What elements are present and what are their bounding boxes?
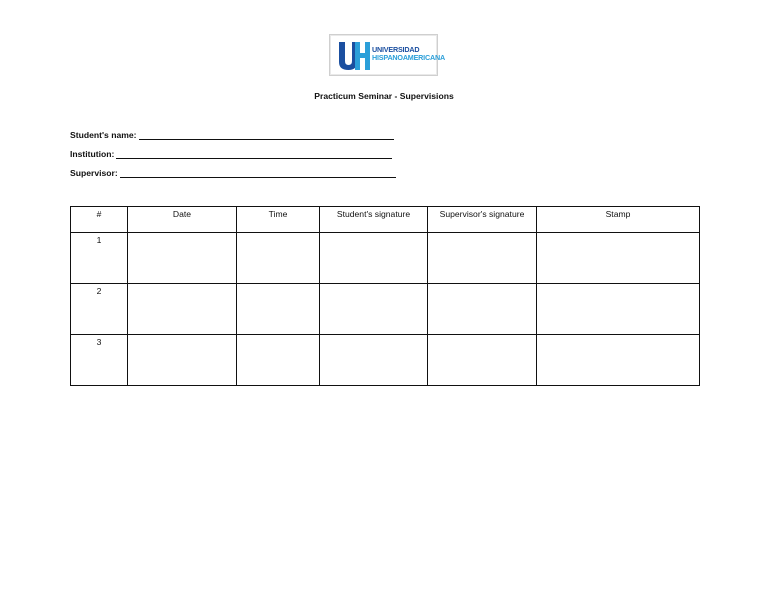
supervisor-field[interactable] [70, 168, 396, 178]
table-header-row [71, 207, 700, 233]
table-row [71, 284, 700, 335]
table-row [71, 233, 700, 284]
logo-wordmark [372, 46, 445, 62]
supervisions-table [70, 206, 700, 386]
time-cell[interactable] [237, 335, 320, 386]
student-name-blank-line[interactable] [139, 130, 394, 140]
supervisor-signature-cell[interactable] [428, 284, 537, 335]
row-number: 2 [71, 284, 128, 335]
date-cell[interactable] [128, 335, 237, 386]
header-stamp: Stamp [537, 207, 700, 233]
header-student-signature: Student's signature [320, 207, 428, 233]
supervisor-signature-cell[interactable] [428, 233, 537, 284]
student-name-field[interactable] [70, 130, 394, 140]
student-name-label: Student's name: [70, 130, 137, 140]
time-cell[interactable] [237, 233, 320, 284]
institution-blank-line[interactable] [116, 149, 392, 159]
date-cell[interactable] [128, 284, 237, 335]
document-title: Practicum Seminar - Supervisions [314, 91, 454, 101]
logo-line-2: HISPANOAMERICANA [372, 53, 445, 62]
supervisor-label: Supervisor: [70, 168, 118, 178]
supervisor-blank-line[interactable] [120, 168, 396, 178]
row-number: 3 [71, 335, 128, 386]
header-time: Time [237, 207, 320, 233]
institution-field[interactable] [70, 149, 392, 159]
date-cell[interactable] [128, 233, 237, 284]
row-number: 1 [71, 233, 128, 284]
student-signature-cell[interactable] [320, 284, 428, 335]
institution-label: Institution: [70, 149, 115, 159]
university-logo [329, 34, 445, 76]
header-date: Date [128, 207, 237, 233]
logo-line-1: UNIVERSIDAD [372, 45, 420, 54]
student-signature-cell[interactable] [320, 335, 428, 386]
stamp-cell[interactable] [537, 335, 700, 386]
supervisor-signature-cell[interactable] [428, 335, 537, 386]
table-row [71, 335, 700, 386]
stamp-cell[interactable] [537, 284, 700, 335]
time-cell[interactable] [237, 284, 320, 335]
stamp-cell[interactable] [537, 233, 700, 284]
header-number: # [71, 207, 128, 233]
header-supervisor-signature: Supervisor's signature [428, 207, 537, 233]
student-signature-cell[interactable] [320, 233, 428, 284]
